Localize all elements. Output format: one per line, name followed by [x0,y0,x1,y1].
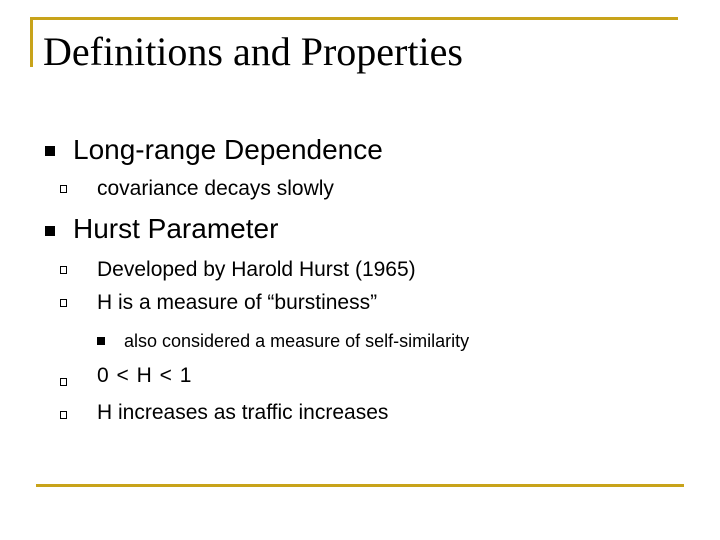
small-square-bullet-icon [97,337,105,345]
sub-bullet-developed-by: Developed by Harold Hurst (1965) [97,258,416,281]
sub-bullet-covariance: covariance decays slowly [97,177,334,200]
square-bullet-icon [45,226,55,236]
bullet-hurst-parameter: Hurst Parameter [73,213,279,244]
title-frame-top-rule [30,17,678,20]
bullet-long-range-dependence: Long-range Dependence [73,134,383,165]
sub-bullet-h-increases: H increases as traffic increases [97,401,389,424]
hollow-square-bullet-icon [60,266,67,274]
title-frame-left-rule [30,17,33,67]
hollow-square-bullet-icon [60,378,67,386]
square-bullet-icon [45,146,55,156]
footer-rule [36,484,684,487]
slide-title: Definitions and Properties [43,29,463,74]
sub-sub-bullet-self-similarity: also considered a measure of self-similarity [124,331,470,351]
sub-bullet-h-range: 0 < H < 1 [97,364,193,387]
hollow-square-bullet-icon [60,299,67,307]
sub-bullet-burstiness: H is a measure of “burstiness” [97,291,378,314]
hollow-square-bullet-icon [60,185,67,193]
hollow-square-bullet-icon [60,411,67,419]
